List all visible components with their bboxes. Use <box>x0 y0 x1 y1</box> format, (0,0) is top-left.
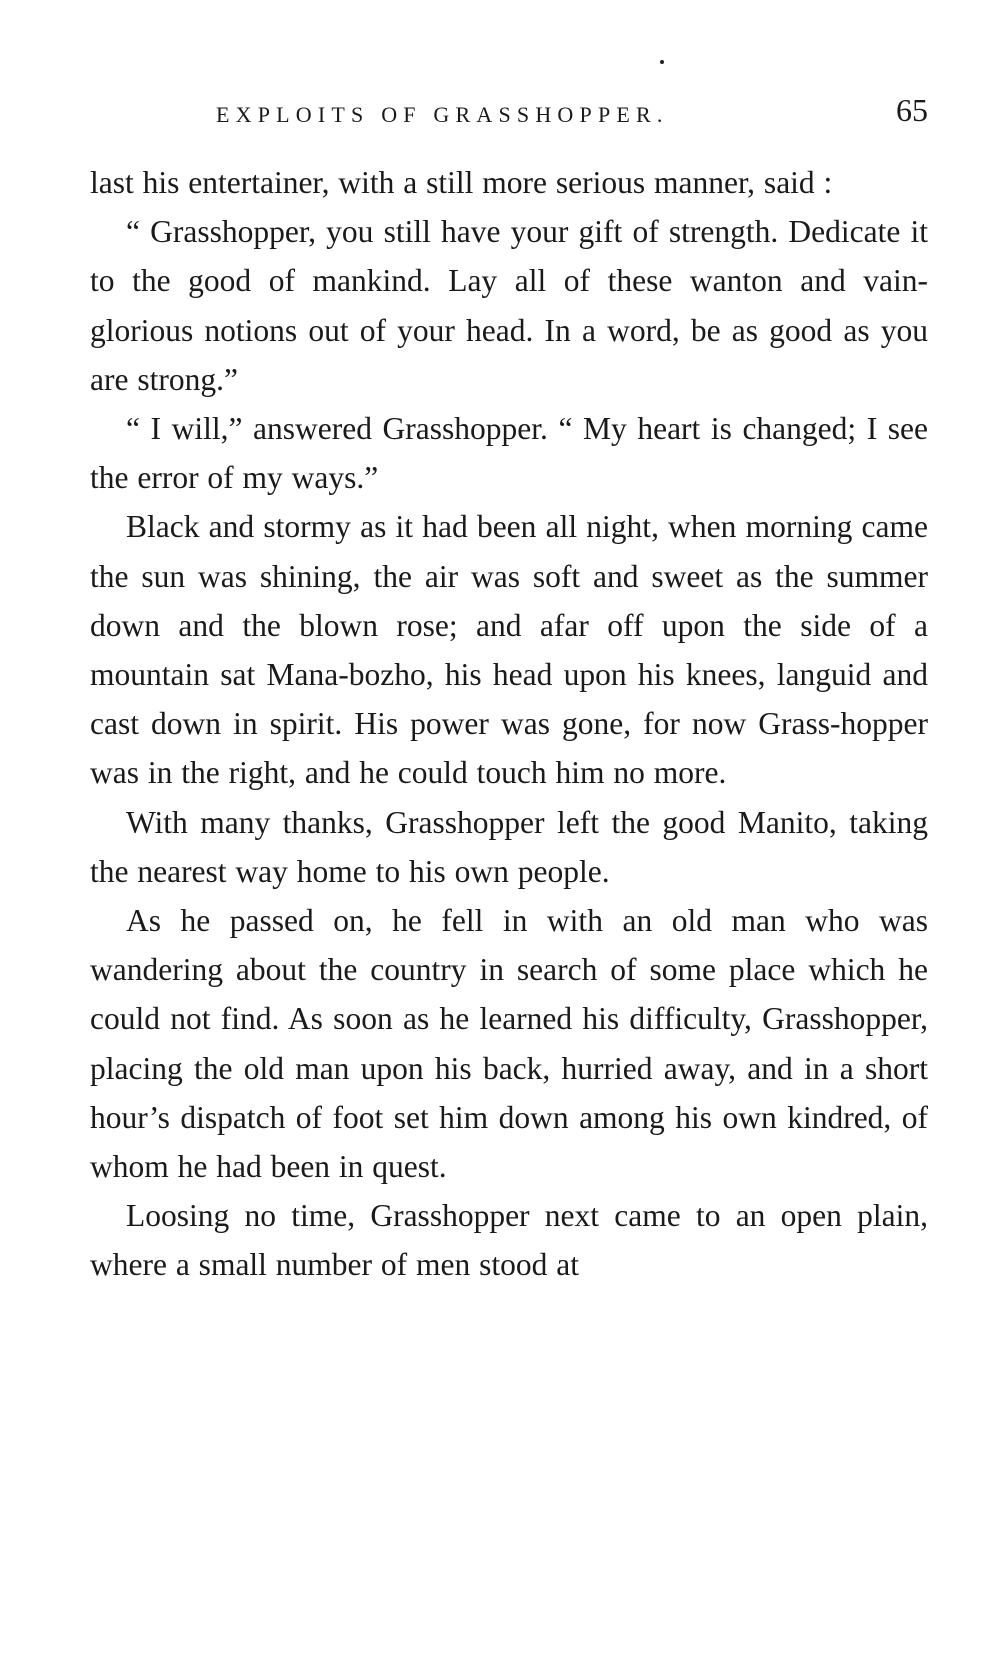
paragraph-5: With many thanks, Grasshopper left the good Manito, taking the nearest way home to his own people. <box>90 804 928 889</box>
page-number: 65 <box>896 92 928 128</box>
page-header <box>90 88 928 132</box>
paragraph-4: Black and stormy as it had been all night, when morning came the sun was shining, the air was soft and sweet as the summer down and the blown rose; and afar off upon the side of a mountain sat Mana-bozho, his head upon his knees, languid and cast down in spirit. His power was gone, for now Grass-hopper was in the right, and he could touch him no more. <box>90 509 928 791</box>
body-text <box>90 158 928 1290</box>
paragraph-2: “ Grasshopper, you still have your gift of strength. Dedicate it to the good of mankind. Lay all of these wanton and vain-glorious notions out of your head. In a word, be as good as you are strong.” <box>90 214 928 397</box>
print-speck <box>660 60 664 64</box>
paragraph-3: “ I will,” answered Grasshopper. “ My heart is changed; I see the error of my ways.” <box>90 411 928 496</box>
paragraph-1: last his entertainer, with a still more serious manner, said : <box>90 165 833 200</box>
book-page <box>90 0 928 1659</box>
paragraph-6: As he passed on, he fell in with an old man who was wandering about the country in search of some place which he could not find. As soon as he learned his difficulty, Grasshopper, placing the old man upon his back, hurried away, and in a short hour’s dispatch of foot set him down among his own kindred, of whom he had been in quest. <box>90 903 928 1185</box>
running-title: EXPLOITS OF GRASSHOPPER. <box>216 102 669 127</box>
paragraph-7: Loosing no time, Grasshopper next came to an open plain, where a small number of men stood at <box>90 1198 928 1283</box>
